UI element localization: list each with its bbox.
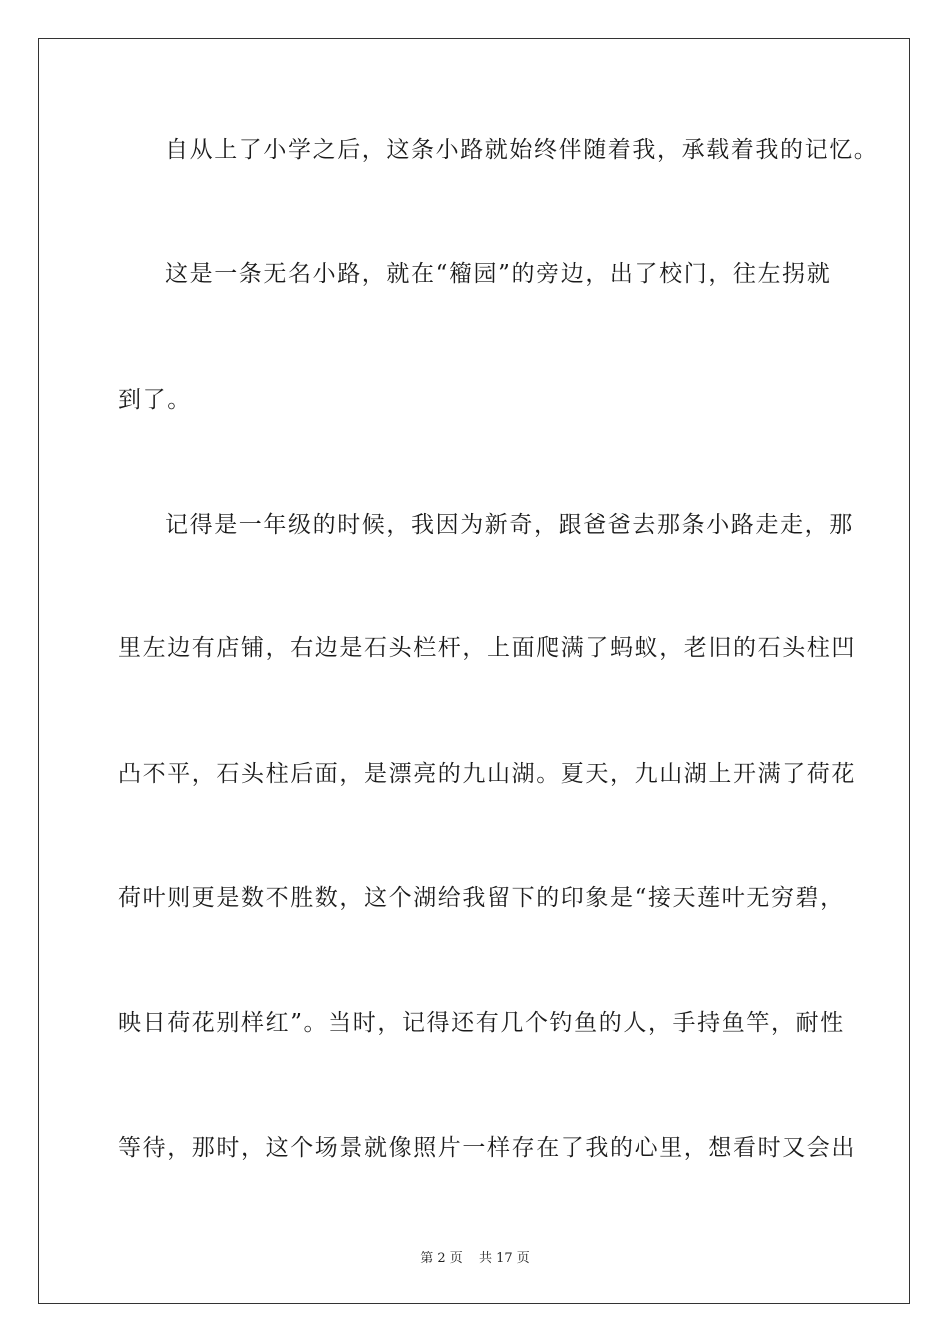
paragraph-3-line-6: 等待，那时，这个场景就像照片一样存在了我的心里，想看时又会出	[118, 1135, 856, 1161]
page-number: 第 2 页	[420, 1251, 463, 1266]
paragraph-2-line-2: 到了。	[118, 387, 192, 413]
page-total: 共 17 页	[478, 1251, 530, 1266]
page-border	[38, 38, 910, 1304]
paragraph-1-line-1: 自从上了小学之后，这条小路就始终伴随着我，承载着我的记忆。	[165, 137, 879, 163]
paragraph-3-line-5: 映日荷花别样红”。当时，记得还有几个钓鱼的人，手持鱼竿，耐性	[118, 1010, 845, 1036]
paragraph-3-line-3: 凸不平，石头柱后面，是漂亮的九山湖。夏天，九山湖上开满了荷花	[118, 761, 856, 787]
paragraph-3-line-1: 记得是一年级的时候，我因为新奇，跟爸爸去那条小路走走，那	[165, 512, 854, 538]
paragraph-2-line-1: 这是一条无名小路，就在“籕园”的旁边，出了校门，往左拐就	[165, 261, 832, 287]
paragraph-3-line-2: 里左边有店铺，右边是石头栏杆，上面爬满了蚂蚁，老旧的石头柱凹	[118, 635, 856, 661]
page-footer	[0, 1247, 950, 1266]
paragraph-3-line-4: 荷叶则更是数不胜数，这个湖给我留下的印象是“接天莲叶无穷碧，	[118, 885, 845, 911]
